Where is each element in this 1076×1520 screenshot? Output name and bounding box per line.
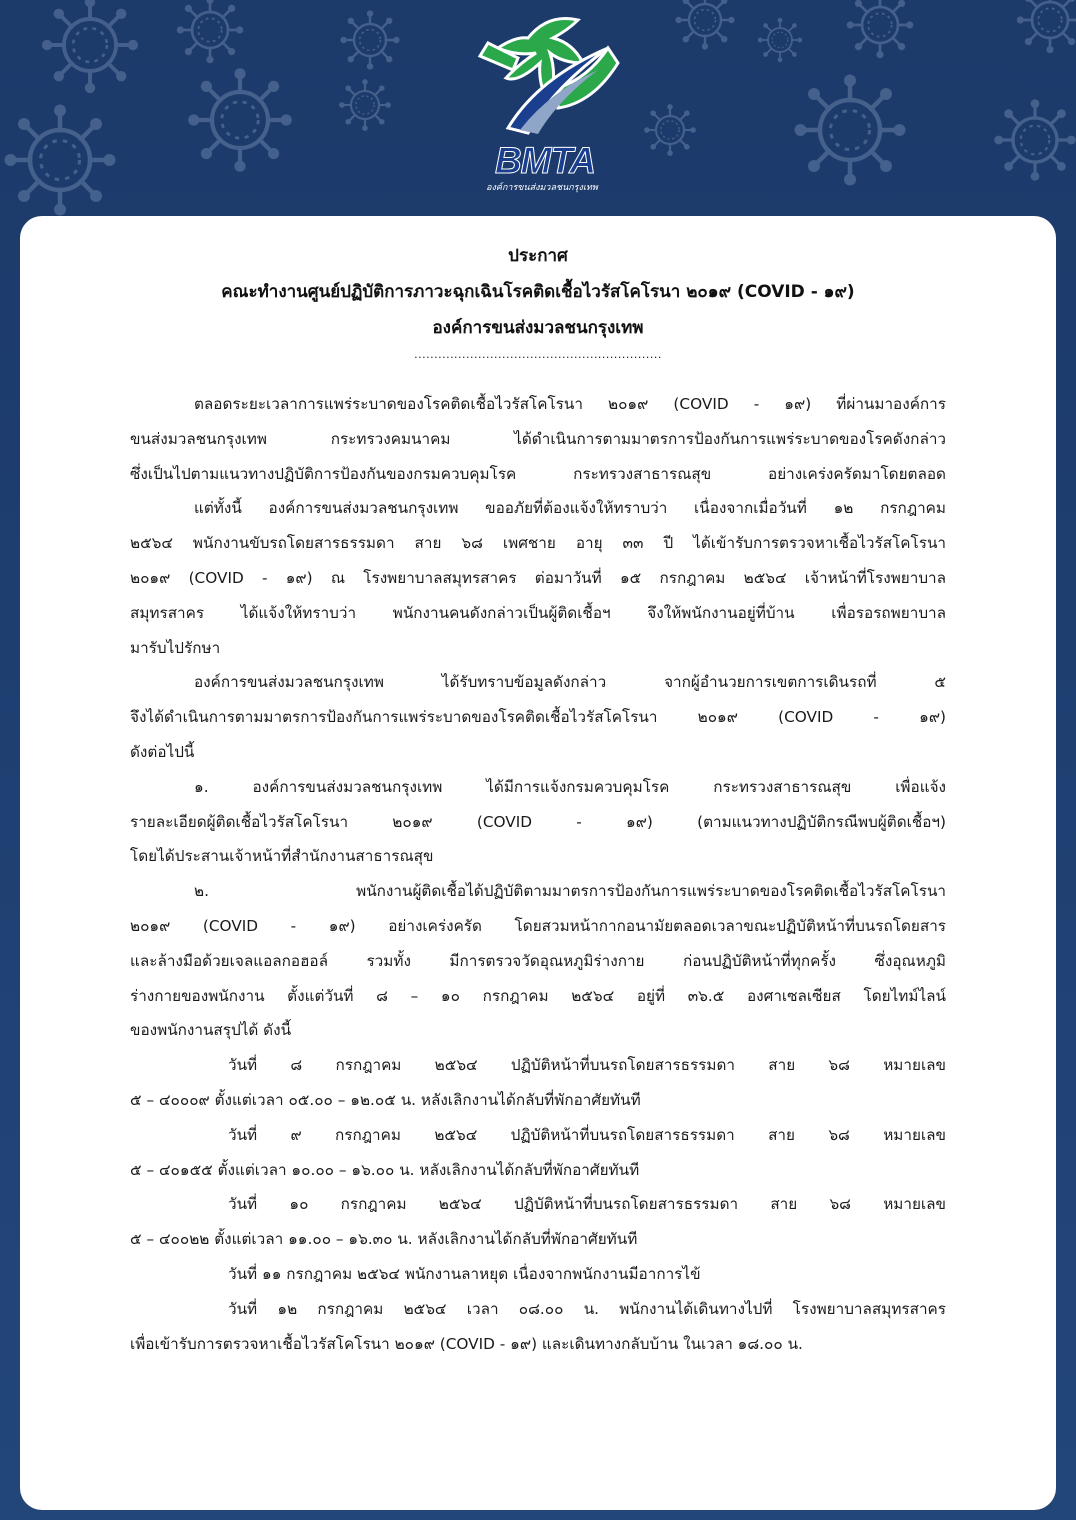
body-line: รายละเอียดผู้ติดเชื้อไวรัสโคโรนา ๒๐๑๙ (COVID - ๑๙) (ตามแนวทางปฏิบัติกรณีพบผู้ติดเชื้อฯ): [130, 812, 946, 831]
body-line: ๒๐๑๙ (COVID - ๑๙) ณ โรงพยาบาลสมุทรสาคร ต่อมาวันที่ ๑๕ กรกฎาคม ๒๕๖๔ เจ้าหน้าที่โรงพยาบาล: [130, 568, 946, 587]
logo-text: BMTA: [494, 140, 596, 181]
logo-subtitle: องค์การขนส่งมวลชนกรุงเทพ: [486, 183, 598, 193]
body-line: องค์การขนส่งมวลชนกรุงเทพ ได้รับทราบข้อมูลดังกล่าว จากผู้อำนวยการเขตการเดินรถที่ ๕: [194, 673, 946, 692]
announcement-organization: องค์การขนส่งมวลชนกรุงเทพ: [432, 318, 644, 338]
announcement-card: [20, 216, 1056, 1510]
body-line: มารับไปรักษา: [130, 638, 221, 657]
body-line: ๒๐๑๙ (COVID - ๑๙) อย่างเคร่งครัด โดยสวมหน้ากากอนามัยตลอดเวลาขณะปฏิบัติหน้าที่บนรถโดยสาร: [130, 916, 946, 935]
body-line: และล้างมือด้วยเจลแอลกอฮอล์ รวมทั้ง มีการตรวจวัดอุณหภูมิร่างกาย ก่อนปฏิบัติหน้าที่ทุกครั้ง ซึ่งอุณหภูมิ: [130, 951, 946, 970]
body-line: จึงได้ดำเนินการตามมาตรการป้องกันการแพร่ระบาดของโรคติดเชื้อไวรัสโคโรนา ๒๐๑๙ (COVID - ๑๙): [130, 708, 946, 727]
body-line: วันที่ ๑๑ กรกฎาคม ๒๕๖๔ พนักงานลาหยุด เนื่องจากพนักงานมีอาการไข้: [228, 1264, 701, 1283]
announcement-body: [130, 387, 946, 1361]
announcement-heading: ประกาศ: [508, 246, 568, 266]
body-line: วันที่ ๑๐ กรกฎาคม ๒๕๖๔ ปฏิบัติหน้าที่บนรถโดยสารธรรมดา สาย ๖๘ หมายเลข: [228, 1195, 946, 1214]
body-line: วันที่ ๘ กรกฎาคม ๒๕๖๔ ปฏิบัติหน้าที่บนรถโดยสารธรรมดา สาย ๖๘ หมายเลข: [228, 1056, 946, 1075]
body-line: ดังต่อไปนี้: [130, 742, 195, 761]
body-line: ๒๕๖๔ พนักงานขับรถโดยสารธรรมดา สาย ๖๘ เพศชาย อายุ ๓๓ ปี ได้เข้ารับการตรวจหาเชื้อไวรัสโคโรนา: [130, 534, 946, 553]
body-line: ๕ – ๔๐๐๒๒ ตั้งแต่เวลา ๑๑.๐๐ – ๑๖.๓๐ น. หลังเลิกงานได้กลับที่พักอาศัยทันที: [130, 1230, 638, 1249]
title-divider: ..............................................................: [414, 348, 662, 361]
body-line: เพื่อเข้ารับการตรวจหาเชื้อไวรัสโคโรนา ๒๐๑๙ (COVID - ๑๙) และเดินทางกลับบ้าน ในเวลา ๑๘.๐๐ น.: [130, 1334, 803, 1353]
body-line: วันที่ ๙ กรกฎาคม ๒๕๖๔ ปฏิบัติหน้าที่บนรถโดยสารธรรมดา สาย ๖๘ หมายเลข: [228, 1125, 946, 1144]
body-line: วันที่ ๑๒ กรกฎาคม ๒๕๖๔ เวลา ๐๘.๐๐ น. พนักงานได้เดินทางไปที่ โรงพยาบาลสมุทรสาคร: [228, 1299, 946, 1318]
body-line: ๕ – ๔๐๐๐๙ ตั้งแต่เวลา ๐๕.๐๐ – ๑๒.๐๕ น. หลังเลิกงานได้กลับที่พักอาศัยทันที: [130, 1090, 641, 1109]
body-line: โดยได้ประสานเจ้าหน้าที่สำนักงานสาธารณสุข: [130, 847, 434, 866]
body-line: สมุทรสาคร ได้แจ้งให้ทราบว่า พนักงานคนดังกล่าวเป็นผู้ติดเชื้อฯ จึงให้พนักงานอยู่ที่บ้าน เพื่อรอรถพยาบาล: [130, 603, 946, 622]
announcement-subheading: คณะทำงานศูนย์ปฏิบัติการภาวะฉุกเฉินโรคติดเชื้อไวรัสโคโรนา ๒๐๑๙ (COVID - ๑๙): [221, 282, 855, 302]
title-block: [20, 238, 1056, 364]
body-line: ๕ – ๔๐๑๕๕ ตั้งแต่เวลา ๑๐.๐๐ – ๑๖.๐๐ น. หลังเลิกงานได้กลับที่พักอาศัยทันที: [130, 1160, 640, 1179]
body-line: ๑. องค์การขนส่งมวลชนกรุงเทพ ได้มีการแจ้งกรมควบคุมโรค กระทรวงสาธารณสุข เพื่อแจ้ง: [194, 777, 946, 796]
body-line: ร่างกายของพนักงาน ตั้งแต่วันที่ ๘ – ๑๐ กรกฎาคม ๒๕๖๔ อยู่ที่ ๓๖.๕ องศาเซลเซียส โดยไทม์ไลน์: [130, 986, 946, 1005]
body-line: ขนส่งมวลชนกรุงเทพ กระทรวงคมนาคม ได้ดำเนินการตามมาตรการป้องกันการแพร่ระบาดของโรคดังกล่าว: [130, 429, 946, 448]
body-line: แต่ทั้งนี้ องค์การขนส่งมวลชนกรุงเทพ ขออภัยที่ต้องแจ้งให้ทราบว่า เนื่องจากเมื่อวันที่ ๑๒ กรกฎาคม: [194, 499, 946, 518]
header: [0, 0, 1076, 215]
body-line: ๒. พนักงานผู้ติดเชื้อได้ปฏิบัติตามมาตรการป้องกันการแพร่ระบาดของโรคติดเชื้อไวรัสโคโรนา: [194, 882, 946, 901]
body-line: ตลอดระยะเวลาการแพร่ระบาดของโรคติดเชื้อไวรัสโคโรนา ๒๐๑๙ (COVID - ๑๙) ที่ผ่านมาองค์การ: [194, 395, 946, 413]
body-line: ของพนักงานสรุปได้ ดังนี้: [130, 1021, 292, 1040]
body-line: ซึ่งเป็นไปตามแนวทางปฏิบัติการป้องกันของกรมควบคุมโรค กระทรวงสาธารณสุข อย่างเคร่งครัดมาโดยตลอด: [130, 464, 946, 483]
